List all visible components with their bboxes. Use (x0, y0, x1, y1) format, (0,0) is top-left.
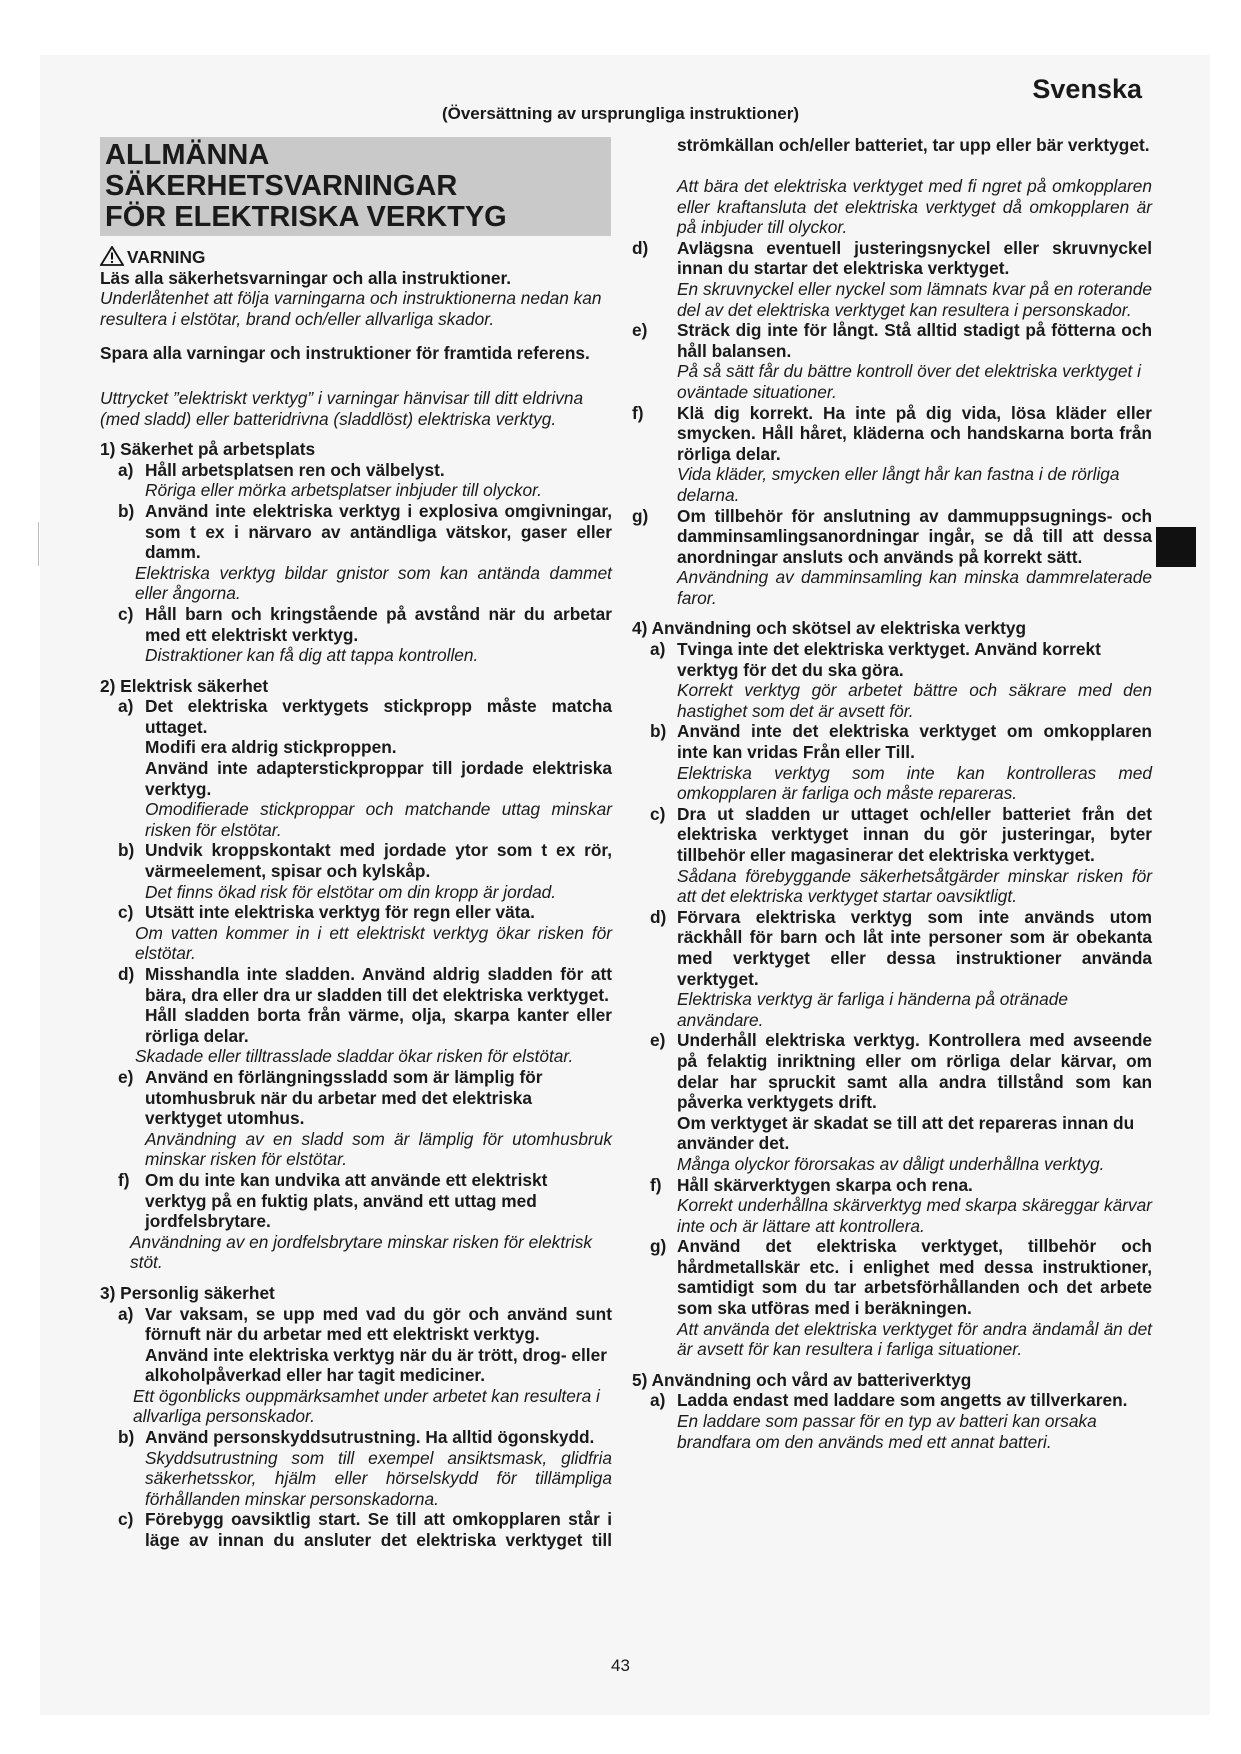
list-item-note: Korrekt verktyg gör arbetet bättre och säkrare med den hastighet som det är avsett för. (677, 680, 1152, 721)
list-item: a) Ladda endast med laddare som angetts av tillverkaren. (650, 1390, 1128, 1411)
right-column (632, 135, 1152, 1452)
section-title-box (100, 137, 611, 236)
list-item-split-text: strömkällan och/eller batteriet, tar upp eller bär verktyget. (677, 135, 1150, 156)
list-item: a) Håll arbetsplatsen ren och välbelyst. (118, 459, 445, 480)
list-item-split-text: Förebygg oavsiktlig start. Se till att omkopplaren står i läge av innan du ansluter det elektriska verktyget till (145, 1509, 612, 1551)
list-item-note: Användning av en jordfelsbrytare minskar risken för elektrisk stöt. (130, 1231, 592, 1273)
list-item-note: Elektriska verktyg som inte kan kontrolleras med omkopplaren är farliga och måste repareras. (677, 762, 1152, 804)
list-item-note: Omodifierade stickproppar och matchande uttag minskar risken för elstötar. (145, 799, 612, 840)
list-item-note: Det finns ökad risk för elstötar om din kropp är jordad. (145, 881, 557, 902)
list-item-note: Användning av en sladd som är lämplig för utomhusbruk minskar risken för elstötar. (145, 1128, 612, 1170)
list-item: b) Använd personskyddsutrustning. Ha alltid ögonskydd. (118, 1427, 595, 1448)
list-item: e) Underhåll elektriska verktyg. Kontrollera med avseende på felaktig inriktning eller om rörliga delar kärvar, om delar har spruckit samt alla andra tillstånd som kan påverka verktygets drift. (650, 1030, 1152, 1113)
list-item: d) Förvara elektriska verktyg som inte används utom räckhåll för barn och låt inte personer som är obekanta med verktyget eller dessa instruktioner använda verktyget. (650, 906, 1152, 989)
section-2-heading: 2) Elektrisk säkerhet (100, 675, 269, 696)
list-item-note: Att bära det elektriska verktyget med fi ngret på omkopplaren eller kraftansluta det elektriska verktyget då omkopplaren är på inbjuder till olyckor. (677, 176, 1152, 238)
list-item: d) Misshandla inte sladden. Använd aldrig sladden för att bära, dra eller dra ur sladden till det elektriska verktyget. (118, 964, 612, 1005)
chapter-tab-marker (1156, 527, 1196, 567)
section-5-heading: 5) Användning och vård av batteriverktyg (632, 1369, 972, 1390)
list-item-note: Att använda det elektriska verktyget för andra ändamål än det är avsett för kan resultera i farliga situationer. (677, 1318, 1152, 1360)
power-tool-definition: Uttrycket ”elektriskt verktyg” i varningar hänvisar till ditt eldrivna (med sladd) eller batteridrivna (sladdlöst) elektriska verktyg. (100, 387, 584, 429)
list-item: c) Dra ut sladden ur uttaget och/eller batteriet från det elektriska verktyget innan du gör justeringar, byter tillbehör eller magasinerar det elektriska verktyget. (650, 803, 1152, 865)
list-item-note: Användning av damminsamling kan minska dammrelaterade faror. (677, 567, 1152, 608)
list-item-note: Elektriska verktyg bildar gnistor som kan antända dammet eller ångorna. (135, 562, 612, 604)
list-item-note: Röriga eller mörka arbetsplatser inbjuder till olyckor. (145, 480, 542, 501)
list-item-note: Ett ögonblicks ouppmärksamhet under arbetet kan resultera i allvarliga personskador. (133, 1385, 600, 1427)
list-item: b) Använd inte det elektriska verktyget om omkopplaren inte kan vridas Från eller Till. (650, 721, 1152, 763)
list-item: e) Använd en förlängningssladd som är lämplig för utomhusbruk när du arbetar med det elektriska verktyget utomhus. (118, 1066, 543, 1129)
list-item: b) Undvik kroppskontakt med jordade ytor som t ex rör, värmeelement, spisar och kylskåp. (118, 840, 612, 882)
list-item: a) Det elektriska verktygets stickpropp måste matcha uttaget. (118, 696, 612, 737)
list-item-extra: Använd inte adapterstickproppar till jordade elektriska verktyg. (145, 758, 612, 799)
list-item-note: Sådana förebyggande säkerhetsåtgärder minskar risken för att det elektriska verktyget startar oavsiktligt. (677, 865, 1152, 907)
list-item-note: Elektriska verktyg är farliga i händerna på otränade användare. (677, 989, 1068, 1030)
list-item-note: En skruvnyckel eller nyckel som lämnats kvar på en roterande del av det elektriska verktyget kan resultera i personskador. (677, 278, 1152, 320)
section-title-line2: FÖR ELEKTRISKA VERKTYG (105, 201, 507, 233)
warning-triangle-icon (100, 246, 124, 266)
list-item: g) Om tillbehör för anslutning av dammuppsugnings- och damminsamlingsanordningar ingår, se då till att dessa anordningar ansluts och används på korrekt sätt. (632, 505, 1152, 567)
list-item: b) Använd inte elektriska verktyg i explosiva omgivningar, som t ex i närvaro av antändliga vätskor, gaser eller damm. (118, 500, 612, 563)
warning-consequence: Underlåtenhet att följa varningarna och instruktionerna nedan kan resultera i elstötar, brand och/eller allvarliga skador. (100, 288, 602, 329)
section-3-items-start (100, 1304, 612, 1551)
list-item: d) Avlägsna eventuell justeringsnyckel eller skruvnyckel innan du startar det elektriska verktyget. (632, 237, 1152, 279)
list-item-note: Skadade eller tilltrasslade sladdar ökar risken för elstötar. (135, 1046, 574, 1067)
list-item-note: Många olyckor förorsakas av dåligt underhållna verktyg. (677, 1153, 1105, 1174)
list-item-note: Vida kläder, smycken eller långt hår kan fastna i de rörliga delarna. (677, 464, 1120, 505)
list-item: f) Klä dig korrekt. Ha inte på dig vida, lösa kläder eller smycken. Håll håret, kläderna och handskarna borta från rörliga delar. (632, 402, 1152, 464)
section-5-items (632, 1390, 1152, 1452)
list-item-extra: Om verktyget är skadat se till att det repareras innan du använder det. (677, 1112, 1135, 1154)
warning-read-all: Läs alla säkerhetsvarningar och alla instruktioner. (100, 267, 512, 288)
translation-subtitle: (Översättning av ursprungliga instruktioner) (441, 104, 800, 123)
language-label: Svenska (1032, 74, 1142, 104)
section-4-items (632, 639, 1152, 1360)
list-item: f) Om du inte kan undvika att använde ett elektriskt verktyg på en fuktig plats, använd ett uttag med jordfelsbrytare. (118, 1169, 548, 1232)
warning-save-instructions: Spara alla varningar och instruktioner för framtida referens. (100, 343, 590, 364)
section-3-heading: 3) Personlig säkerhet (100, 1282, 275, 1303)
section-1-items (100, 460, 612, 666)
scan-edge-mark (38, 522, 39, 566)
warning-heading (100, 246, 612, 268)
section-2-items (100, 696, 612, 1273)
list-item: e) Sträck dig inte för långt. Stå alltid stadigt på fötterna och håll balansen. (632, 320, 1152, 361)
section-1-heading: 1) Säkerhet på arbetsplats (100, 439, 316, 460)
list-item: a) Tvinga inte det elektriska verktyget. Använd korrekt verktyg för det du ska göra. (650, 639, 1101, 680)
list-item-note: Distraktioner kan få dig att tappa kontrollen. (145, 645, 479, 666)
list-item: c) Håll barn och kringstående på avstånd när du arbetar med ett elektriskt verktyg. (118, 603, 612, 645)
section-title-line1: ALLMÄNNA SÄKERHETSVARNINGAR (105, 139, 458, 202)
list-item: g) Använd det elektriska verktyget, tillbehör och hårdmetallskär etc. i enlighet med dessa instruktioner, samtidigt som du tar arbetsförhållanden och det arbete som ska utföras med i beräkningen. (650, 1236, 1152, 1319)
page-number: 43 (611, 1656, 630, 1675)
list-item: a) Var vaksam, se upp med vad du gör och använd sunt förnuft när du arbetar med ett elektriskt verktyg. (118, 1303, 612, 1345)
list-item-note: Om vatten kommer in i ett elektriskt verktyg ökar risken för elstötar. (135, 922, 612, 964)
list-item-continued (632, 135, 1152, 176)
left-column (100, 135, 612, 1550)
list-item-extra: Håll sladden borta från värme, olja, skarpa kanter eller rörliga delar. (145, 1005, 612, 1046)
list-item-note: Korrekt underhållna skärverktyg med skarpa skäreggar kärvar inte och är lättare att kontrollera. (677, 1195, 1152, 1236)
section-4-heading: 4) Användning och skötsel av elektriska verktyg (632, 618, 1027, 639)
list-item: c) Förebygg oavsiktlig start. Se till att omkopplaren står i läge av innan du ansluter det elektriska verktyget till (118, 1509, 612, 1550)
list-item-extra: Använd inte elektriska verktyg när du är trött, drog- eller alkoholpåverkad eller har tagit mediciner. (145, 1344, 607, 1386)
list-item-note: Skyddsutrustning som till exempel ansiktsmask, glidfria säkerhetsskor, hjälm eller hörselskydd för tillämpliga förhållanden minskar personskadorna. (145, 1447, 612, 1509)
list-item-note: På så sätt får du bättre kontroll över det elektriska verktyget i oväntade situationer. (677, 361, 1141, 402)
list-item-note: En laddare som passar för en typ av batteri kan orsaka brandfara om den används med ett annat batteri. (677, 1411, 1097, 1452)
warning-label: VARNING (127, 247, 206, 267)
list-item: c) Utsätt inte elektriska verktyg för regn eller väta. (118, 902, 535, 923)
list-item-extra: Modifi era aldrig stickproppen. (145, 737, 397, 758)
list-item: f) Håll skärverktygen skarpa och rena. (650, 1174, 973, 1195)
